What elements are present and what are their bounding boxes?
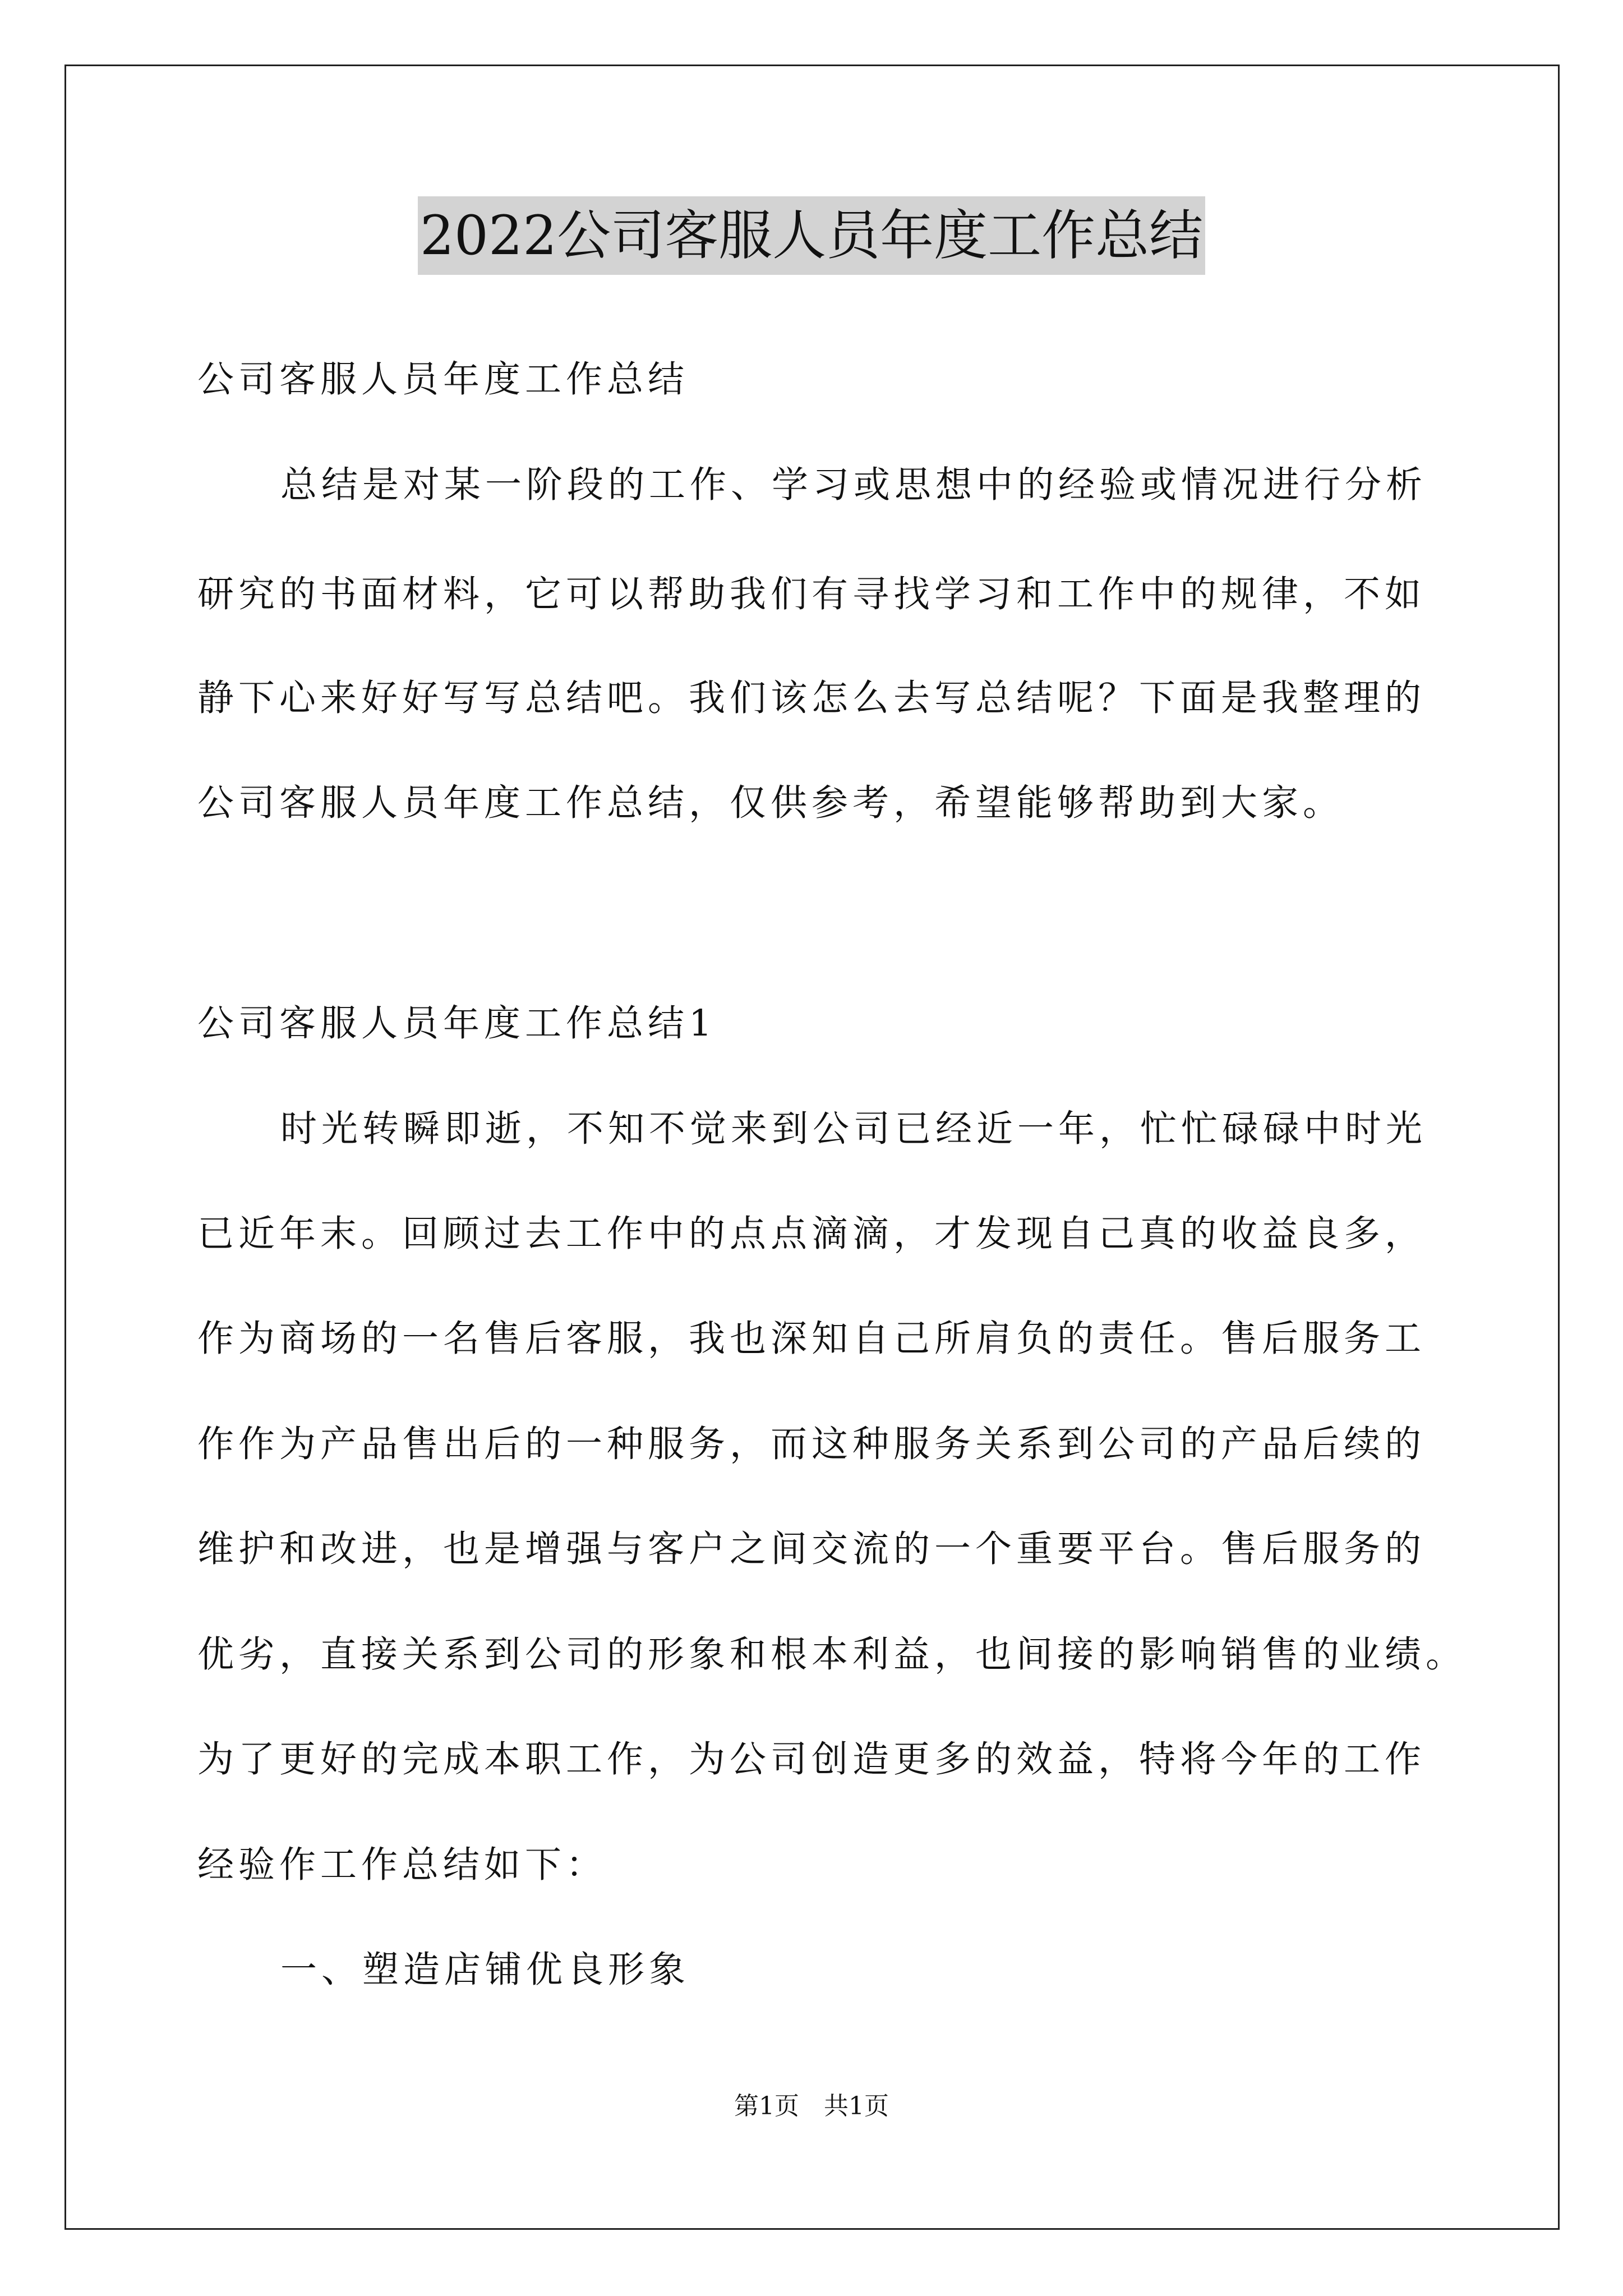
section-heading: 公司客服人员年度工作总结1: [197, 1002, 717, 1045]
document-title: 2022公司客服人员年度工作总结: [418, 196, 1205, 275]
page-footer: 第1页 共1页: [734, 2092, 889, 2120]
body-line: 维护和改进，也是增强与客户之间交流的一个重要平台。售后服务的: [197, 1528, 1426, 1570]
document-subtitle: 公司客服人员年度工作总结: [197, 358, 689, 401]
point-heading: 一、塑造店铺优良形象: [280, 1949, 690, 1991]
title-container: [0, 196, 1623, 275]
intro-line: 公司客服人员年度工作总结，仅供参考，希望能够帮助到大家。: [197, 782, 1344, 824]
body-line: 时光转瞬即逝，不知不觉来到公司已经近一年，忙忙碌碌中时光: [280, 1108, 1427, 1150]
body-line: 经验作工作总结如下：: [197, 1844, 607, 1886]
body-line: 已近年末。回顾过去工作中的点点滴滴，才发现自己真的收益良多，: [197, 1213, 1426, 1255]
intro-line: 研究的书面材料，它可以帮助我们有寻找学习和工作中的规律，不如: [197, 573, 1426, 615]
body-line: 优劣，直接关系到公司的形象和根本利益，也间接的影响销售的业绩。: [197, 1634, 1467, 1676]
body-line: 作为商场的一名售后客服，我也深知自己所肩负的责任。售后服务工: [197, 1318, 1426, 1360]
intro-line: 总结是对某一阶段的工作、学习或思想中的经验或情况进行分析: [280, 464, 1427, 506]
intro-line: 静下心来好好写写总结吧。我们该怎么去写总结呢？下面是我整理的: [197, 677, 1426, 719]
body-line: 为了更好的完成本职工作，为公司创造更多的效益，特将今年的工作: [197, 1738, 1426, 1780]
body-line: 作作为产品售出后的一种服务，而这种服务关系到公司的产品后续的: [197, 1423, 1426, 1465]
